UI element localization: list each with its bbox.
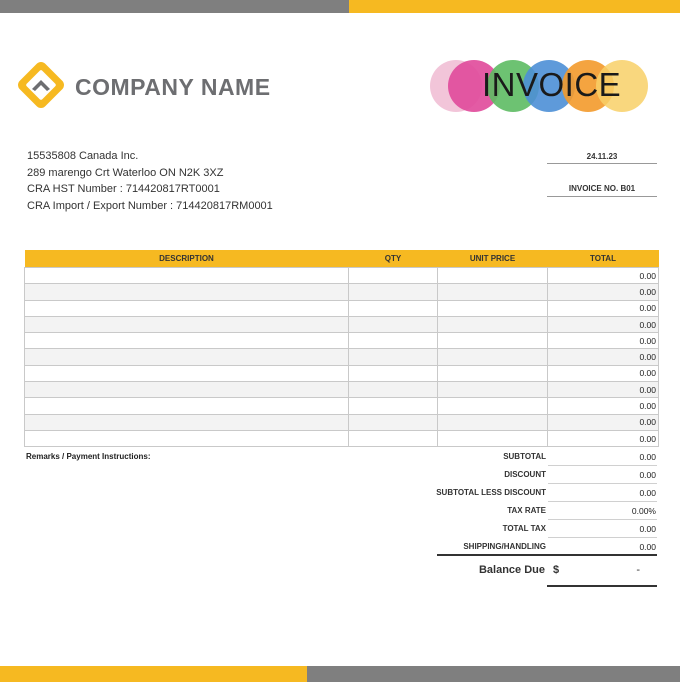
cell-unit-price[interactable]	[438, 284, 548, 300]
shipping-handling-value: 0.00	[639, 542, 656, 552]
table-row	[25, 365, 659, 381]
cell-description[interactable]	[25, 365, 349, 381]
cell-unit-price[interactable]	[438, 349, 548, 365]
cell-qty[interactable]	[349, 430, 438, 446]
total-tax-value: 0.00	[639, 524, 656, 534]
table-row	[25, 300, 659, 316]
cell-description[interactable]	[25, 333, 349, 349]
sender-import-export: CRA Import / Export Number : 714420817RM0001	[27, 200, 273, 212]
table-row	[25, 268, 659, 284]
invoice-title: INVOICE	[482, 66, 622, 103]
total-tax-label: TOTAL TAX	[502, 524, 546, 533]
top-bar-yellow	[349, 0, 680, 13]
cell-qty[interactable]	[349, 284, 438, 300]
remarks-label: Remarks / Payment Instructions:	[26, 452, 151, 461]
cell-unit-price[interactable]	[438, 333, 548, 349]
cell-total[interactable]: 0.00	[548, 268, 659, 284]
balance-currency: $	[553, 564, 560, 576]
cell-unit-price[interactable]	[438, 316, 548, 332]
cell-description[interactable]	[25, 398, 349, 414]
table-row	[25, 414, 659, 430]
cell-unit-price[interactable]	[438, 268, 548, 284]
date-underline	[547, 163, 657, 164]
cell-description[interactable]	[25, 284, 349, 300]
cell-total[interactable]: 0.00	[548, 333, 659, 349]
table-header-row	[25, 250, 659, 268]
invoice-date: 24.11.23	[586, 152, 618, 161]
cell-total[interactable]: 0.00	[548, 316, 659, 332]
col-unit-price: UNIT PRICE	[438, 250, 548, 268]
cell-qty[interactable]	[349, 333, 438, 349]
cell-qty[interactable]	[349, 365, 438, 381]
cell-unit-price[interactable]	[438, 414, 548, 430]
cell-description[interactable]	[25, 316, 349, 332]
cell-qty[interactable]	[349, 398, 438, 414]
balance-due-value: -	[636, 564, 640, 576]
subtotal-label: SUBTOTAL	[503, 452, 546, 461]
balance-due-label: Balance Due	[478, 564, 545, 576]
cell-unit-price[interactable]	[438, 300, 548, 316]
cell-total[interactable]: 0.00	[548, 430, 659, 446]
table-row	[25, 382, 659, 398]
table-row	[25, 316, 659, 332]
bottom-bar-yellow	[0, 666, 307, 682]
col-description: DESCRIPTION	[25, 250, 349, 268]
sender-address: 289 marengo Crt Waterloo ON N2K 3XZ	[27, 167, 224, 179]
table-row	[25, 349, 659, 365]
discount-rule	[548, 483, 657, 484]
col-total: TOTAL	[548, 250, 659, 268]
table-row	[25, 430, 659, 446]
cell-description[interactable]	[25, 414, 349, 430]
tax-rate-label: TAX RATE	[507, 506, 546, 515]
subtotal-less-discount-value: 0.00	[639, 488, 656, 498]
balance-bottom-rule	[547, 585, 657, 587]
cell-description[interactable]	[25, 268, 349, 284]
cell-total[interactable]: 0.00	[548, 349, 659, 365]
cell-total[interactable]: 0.00	[548, 365, 659, 381]
company-logo-icon	[14, 58, 68, 112]
subtotal-rule	[548, 465, 657, 466]
cell-description[interactable]	[25, 382, 349, 398]
sender-name: 15535808 Canada Inc.	[27, 150, 139, 162]
cell-qty[interactable]	[349, 349, 438, 365]
invoice-number: INVOICE NO. B01	[568, 184, 636, 193]
cell-total[interactable]: 0.00	[548, 398, 659, 414]
tax-rate-rule	[548, 519, 657, 520]
cell-qty[interactable]	[349, 316, 438, 332]
sender-hst: CRA HST Number : 714420817RT0001	[27, 183, 220, 195]
discount-label: DISCOUNT	[504, 470, 546, 479]
table-row	[25, 284, 659, 300]
subtotal-value: 0.00	[639, 452, 656, 462]
cell-qty[interactable]	[349, 300, 438, 316]
cell-unit-price[interactable]	[438, 365, 548, 381]
total-tax-rule	[548, 537, 657, 538]
invoice-number-underline	[547, 196, 657, 197]
cell-unit-price[interactable]	[438, 398, 548, 414]
table-row	[25, 333, 659, 349]
table-row	[25, 398, 659, 414]
shipping-handling-label: SHIPPING/HANDLING	[463, 542, 546, 551]
items-table	[24, 250, 659, 447]
tax-rate-value: 0.00%	[631, 506, 656, 516]
cell-qty[interactable]	[349, 382, 438, 398]
cell-qty[interactable]	[349, 268, 438, 284]
subtotal-less-discount-rule	[548, 501, 657, 502]
top-bar-gray	[0, 0, 349, 13]
bottom-bar-gray	[307, 666, 680, 682]
cell-total[interactable]: 0.00	[548, 382, 659, 398]
discount-value: 0.00	[639, 470, 656, 480]
cell-description[interactable]	[25, 349, 349, 365]
cell-description[interactable]	[25, 430, 349, 446]
cell-unit-price[interactable]	[438, 430, 548, 446]
subtotal-less-discount-label: SUBTOTAL LESS DISCOUNT	[436, 488, 546, 497]
col-qty: QTY	[349, 250, 438, 268]
balance-top-rule	[437, 554, 657, 556]
cell-total[interactable]: 0.00	[548, 414, 659, 430]
cell-total[interactable]: 0.00	[548, 284, 659, 300]
company-name: COMPANY NAME	[75, 74, 271, 100]
cell-total[interactable]: 0.00	[548, 300, 659, 316]
cell-unit-price[interactable]	[438, 382, 548, 398]
cell-qty[interactable]	[349, 414, 438, 430]
cell-description[interactable]	[25, 300, 349, 316]
